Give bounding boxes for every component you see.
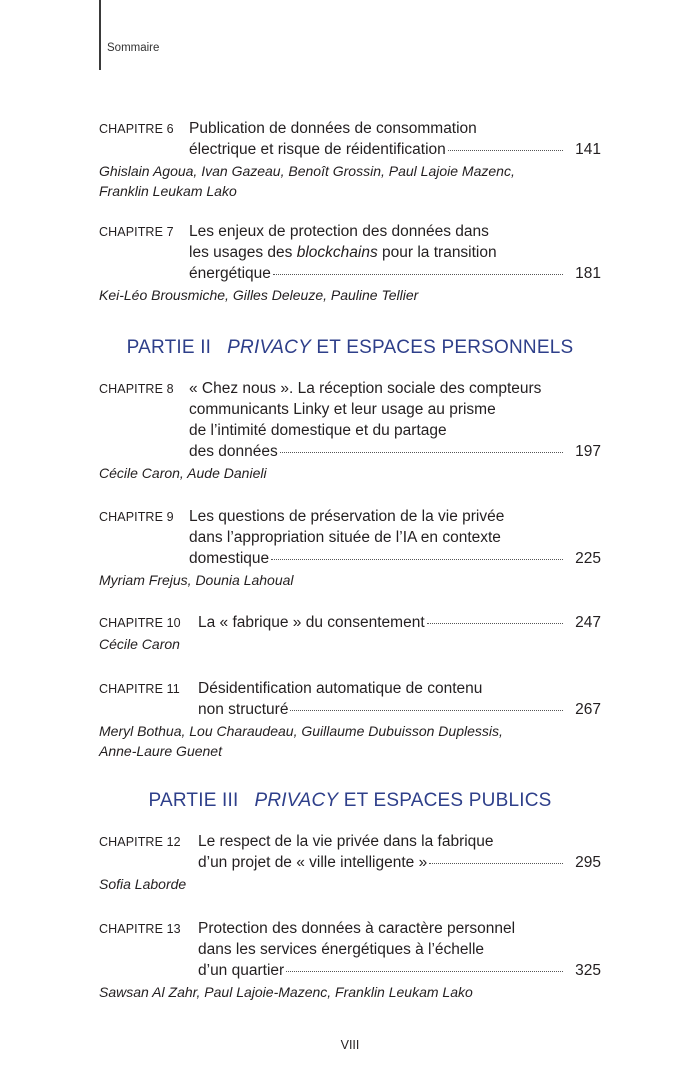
page-number: 181 xyxy=(575,265,601,282)
page-number: 225 xyxy=(575,550,601,567)
toc-entry-chapter-13[interactable] xyxy=(99,918,601,1003)
page-number: 197 xyxy=(575,443,601,460)
chapter-authors: Meryl Bothua, Lou Charaudeau, Guillaume Dubuisson Duplessis, Anne-Laure Guenet xyxy=(99,723,503,759)
page-footer-number: VIII xyxy=(340,1038,360,1052)
chapter-authors: Cécile Caron, Aude Danieli xyxy=(99,465,267,481)
chapter-title: Le respect de la vie privée dans la fabrique d’un projet de « ville intelligente » 295 xyxy=(198,833,601,871)
chapter-title: « Chez nous ». La réception sociale des compteurs communicants Linky et leur usage au prisme de l’intimité domestique et du partage des données 197 xyxy=(189,380,601,460)
part-heading-2: PARTIE II PRIVACY ET ESPACES PERSONNELS xyxy=(126,337,574,358)
header-rule xyxy=(99,0,101,70)
dot-leader xyxy=(448,150,563,151)
running-header: Sommaire xyxy=(107,42,160,54)
toc-entry-chapter-9[interactable] xyxy=(99,506,601,591)
chapter-authors: Myriam Frejus, Dounia Lahoual xyxy=(99,572,294,588)
dot-leader xyxy=(271,559,563,560)
toc-entry-chapter-10[interactable] xyxy=(99,612,601,655)
page-number: 295 xyxy=(575,854,601,871)
chapter-authors: Cécile Caron xyxy=(99,636,180,652)
chapter-title: Les enjeux de protection des données dans les usages des blockchains pour la transition énergétique 181 xyxy=(189,223,601,282)
chapter-authors: Sofia Laborde xyxy=(99,876,187,892)
chapter-label: CHAPITRE 8 xyxy=(99,382,174,396)
chapter-label: CHAPITRE 6 xyxy=(99,122,174,136)
toc-entry-chapter-12[interactable] xyxy=(99,831,601,895)
dot-leader xyxy=(286,971,563,972)
page-number: 141 xyxy=(575,141,601,158)
page-number: 267 xyxy=(575,701,601,718)
toc-entry-chapter-7[interactable] xyxy=(99,221,601,306)
chapter-label: CHAPITRE 13 xyxy=(99,922,181,936)
chapter-label: CHAPITRE 7 xyxy=(99,225,174,239)
toc-entry-chapter-8[interactable] xyxy=(99,378,601,484)
chapter-title: Désidentification automatique de contenu non structuré 267 xyxy=(198,680,601,718)
dot-leader xyxy=(273,274,563,275)
chapter-title: Protection des données à caractère personnel dans les services énergétiques à l’échelle d’un quartier 325 xyxy=(198,920,601,979)
chapter-authors: Kei-Léo Brousmiche, Gilles Deleuze, Pauline Tellier xyxy=(99,287,419,303)
dot-leader xyxy=(429,863,563,864)
part-heading-3: PARTIE III PRIVACY ET ESPACES PUBLICS xyxy=(148,790,552,811)
page-number: 325 xyxy=(575,962,601,979)
chapter-title: Publication de données de consommation électrique et risque de réidentification 141 xyxy=(189,120,601,158)
dot-leader xyxy=(280,452,563,453)
chapter-title: Les questions de préservation de la vie privée dans l’appropriation située de l’IA en contexte domestique 225 xyxy=(189,508,601,567)
chapter-title: La « fabrique » du consentement 247 xyxy=(198,614,601,631)
chapter-label: CHAPITRE 12 xyxy=(99,835,181,849)
chapter-authors: Ghislain Agoua, Ivan Gazeau, Benoît Grossin, Paul Lajoie Mazenc, Franklin Leukam Lako xyxy=(99,163,515,199)
toc-entry-chapter-6[interactable] xyxy=(99,118,601,201)
toc-entry-chapter-11[interactable] xyxy=(99,678,601,761)
chapter-label: CHAPITRE 9 xyxy=(99,510,174,524)
dot-leader xyxy=(290,710,563,711)
chapter-label: CHAPITRE 10 xyxy=(99,616,181,630)
chapter-authors: Sawsan Al Zahr, Paul Lajoie-Mazenc, Franklin Leukam Lako xyxy=(99,984,473,1000)
dot-leader xyxy=(427,623,563,624)
page-number: 247 xyxy=(575,614,601,631)
chapter-label: CHAPITRE 11 xyxy=(99,682,180,696)
